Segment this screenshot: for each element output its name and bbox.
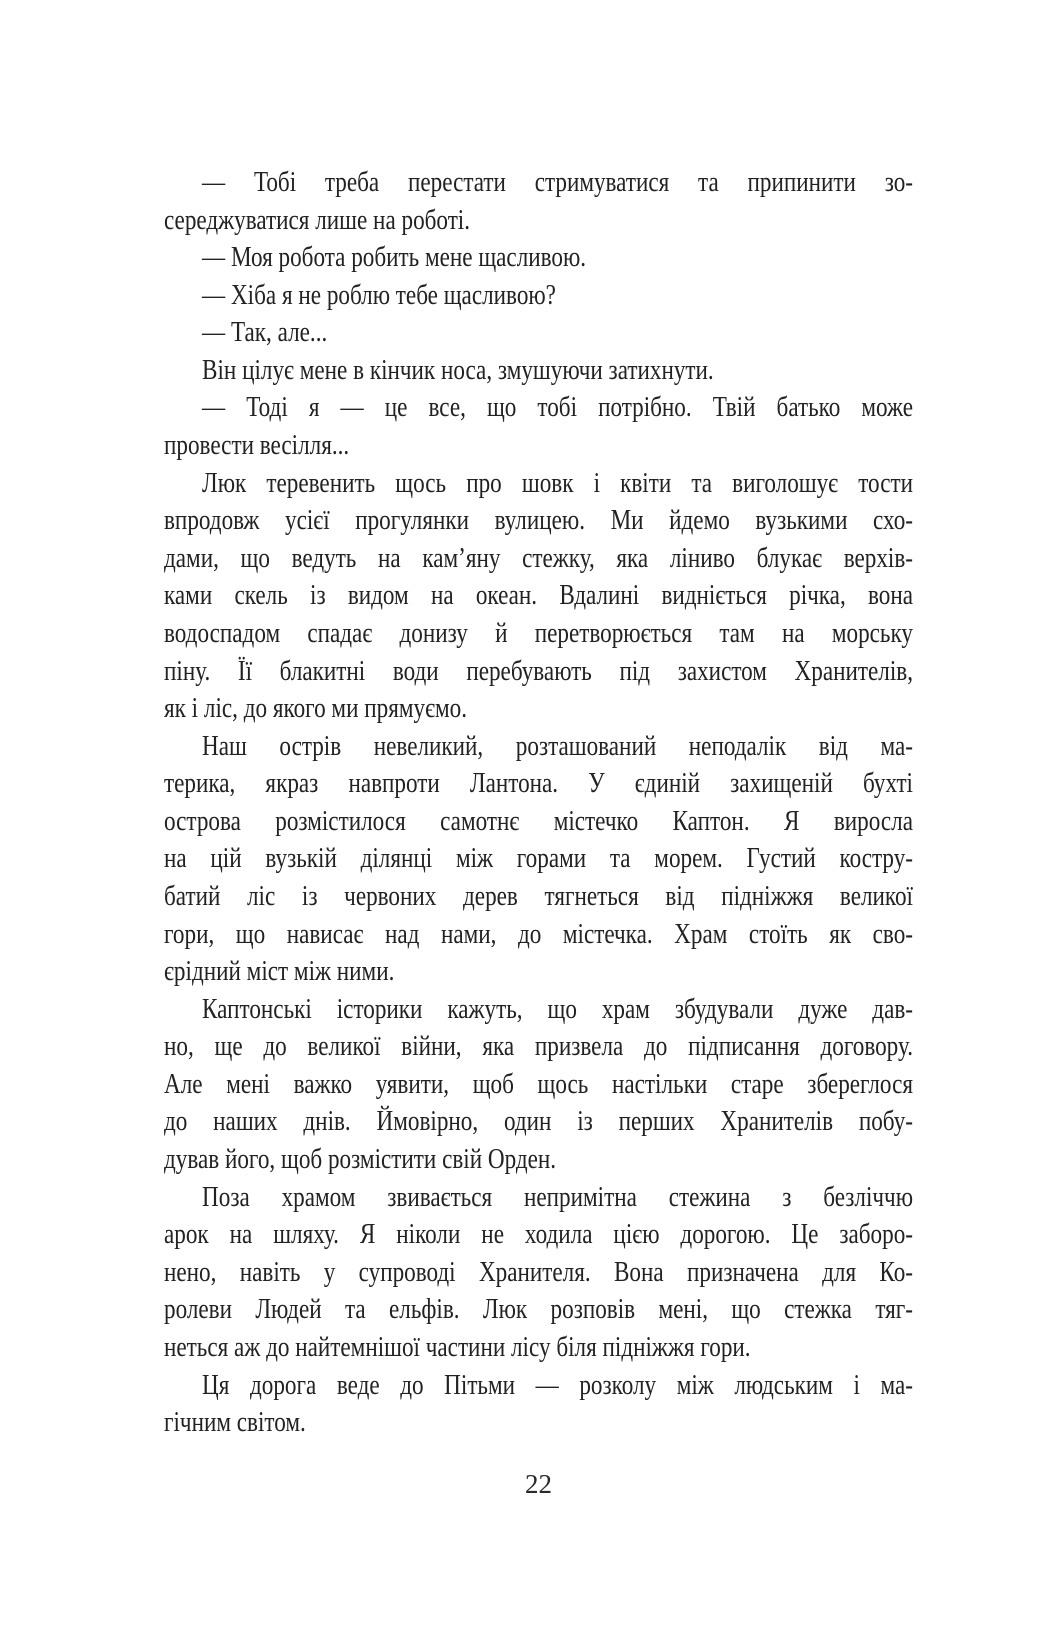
text-line: на цій вузькій ділянці між горами та морем. Густий костру- bbox=[164, 843, 913, 875]
text-line: — Так, але... bbox=[202, 317, 328, 349]
text-line: батий ліс із червоних дерев тягнеться від підніжжя великої bbox=[164, 880, 913, 912]
text-line: Ця дорога веде до Пітьми — розколу між людським і ма- bbox=[202, 1369, 913, 1401]
text-line: — Тобі треба перестати стримуватися та припинити зо- bbox=[202, 167, 913, 198]
text-block bbox=[164, 164, 913, 1442]
paragraph bbox=[164, 389, 913, 464]
text-line: Каптонські історики кажуть, що храм збудували дуже дав- bbox=[202, 993, 913, 1025]
text-line: ками скель із видом на океан. Вдалині видніється річка, вона bbox=[164, 580, 913, 612]
paragraph bbox=[164, 239, 913, 277]
text-line: Він цілує мене в кінчик носа, змушуючи затихнути. bbox=[202, 354, 714, 386]
text-line: нено, навіть у супроводі Хранителя. Вона призначена для Ко- bbox=[164, 1256, 913, 1288]
text-line: но, ще до великої війни, яка призвела до підписання договору. bbox=[164, 1031, 913, 1063]
text-line: гічним світом. bbox=[164, 1407, 306, 1439]
paragraph bbox=[164, 164, 913, 239]
paragraph bbox=[164, 1179, 913, 1367]
text-line: острова розмістилося самотнє містечко Каптон. Я виросла bbox=[164, 805, 913, 837]
text-line: — Моя робота робить мене щасливою. bbox=[202, 242, 587, 274]
text-line: провести весілля... bbox=[164, 430, 350, 462]
text-line: впродовж усієї прогулянки вулицею. Ми йдемо вузькими схо- bbox=[164, 505, 913, 537]
text-line: ролеви Людей та ельфів. Люк розповів мені, що стежка тяг- bbox=[164, 1294, 913, 1326]
text-line: дами, що ведуть на кам’яну стежку, яка ліниво блукає верхів- bbox=[164, 542, 913, 574]
paragraph bbox=[164, 1367, 913, 1442]
paragraph bbox=[164, 728, 913, 991]
paragraph bbox=[164, 352, 913, 390]
page-number: 22 bbox=[525, 1469, 552, 1499]
text-line: Але мені важко уявити, щоб щось настільки старе збереглося bbox=[164, 1068, 913, 1100]
text-line: — Хіба я не роблю тебе щасливою? bbox=[202, 279, 556, 311]
text-line: дував його, щоб розмістити свій Орден. bbox=[164, 1144, 557, 1176]
text-line: як і ліс, до якого ми прямуємо. bbox=[164, 693, 468, 725]
text-line: — Тоді я — це все, що тобі потрібно. Твій батько може bbox=[202, 392, 913, 424]
text-line: піну. Її блакитні води перебувають під захистом Хранителів, bbox=[164, 655, 913, 687]
text-line: гори, що нависає над нами, до містечка. Храм стоїть як сво- bbox=[164, 918, 913, 950]
text-line: неться аж до найтемнішої частини лісу біля підніжжя гори. bbox=[164, 1331, 751, 1363]
text-line: терика, якраз навпроти Лантона. У єдиній захищеній бухті bbox=[164, 768, 913, 800]
text-line: Наш острів невеликий, розташований неподалік від ма- bbox=[202, 730, 913, 762]
paragraph bbox=[164, 314, 913, 352]
paragraph bbox=[164, 991, 913, 1179]
text-line: арок на шляху. Я ніколи не ходила цією дорогою. Це заборо- bbox=[164, 1219, 913, 1251]
text-line: Поза храмом звивається непримітна стежина з безліччю bbox=[202, 1181, 913, 1213]
paragraph bbox=[164, 277, 913, 315]
text-line: водоспадом спадає донизу й перетворюється там на морську bbox=[164, 617, 913, 649]
paragraph bbox=[164, 465, 913, 728]
text-line: єрідний міст між ними. bbox=[164, 956, 395, 988]
text-line: середжуватися лише на роботі. bbox=[164, 204, 471, 236]
text-line: Люк теревенить щось про шовк і квіти та виголошує тости bbox=[202, 467, 913, 499]
text-line: до наших днів. Ймовірно, один із перших Хранителів побу- bbox=[164, 1106, 913, 1138]
